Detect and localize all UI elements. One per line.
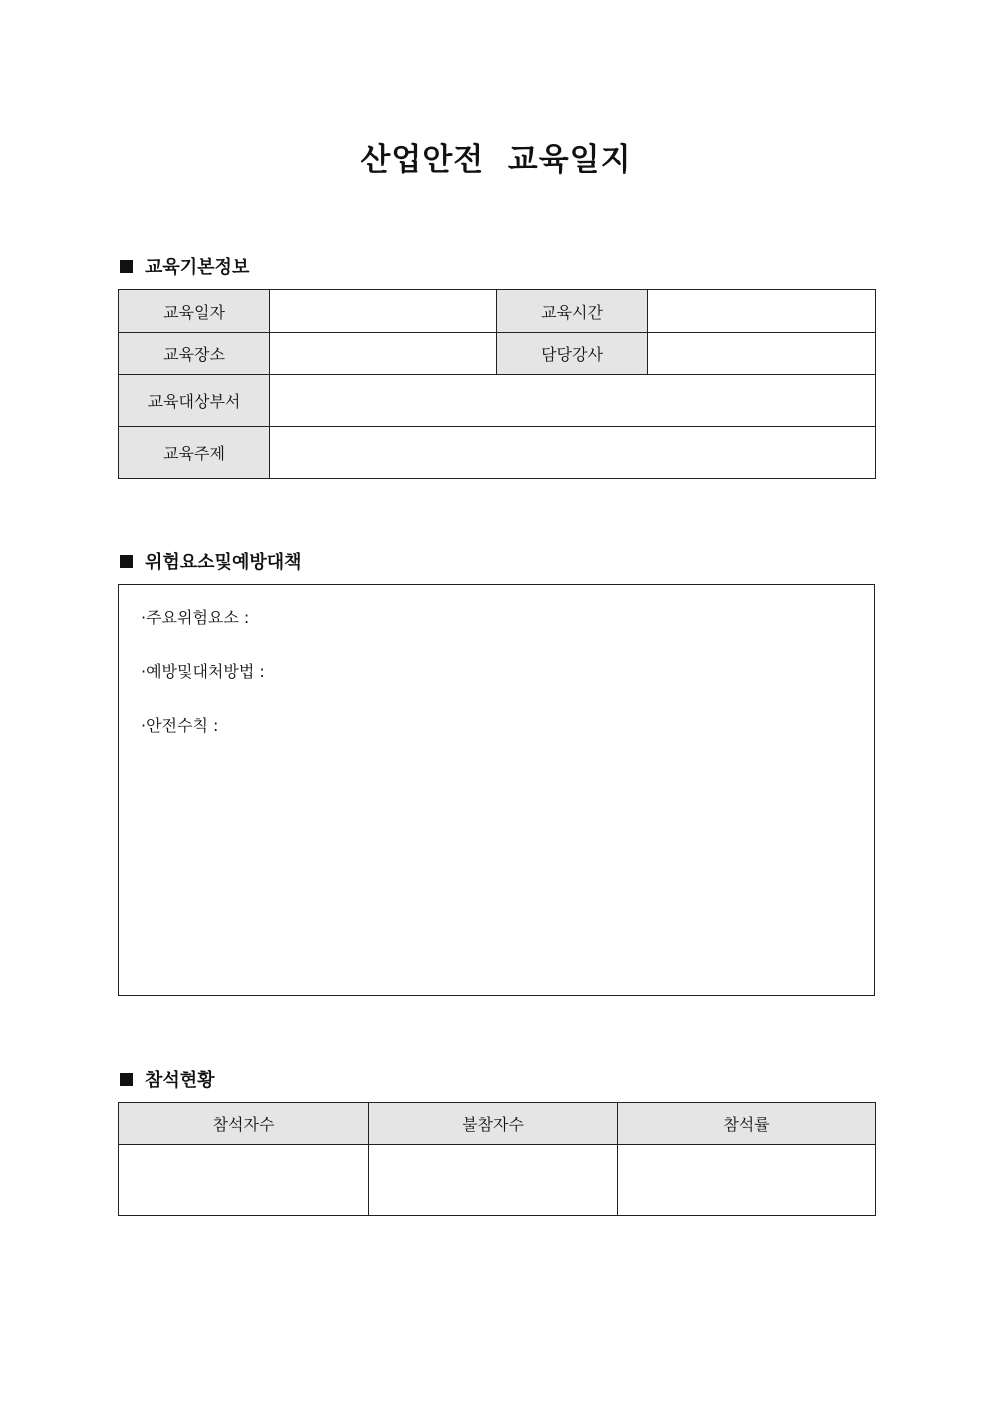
absentees-field[interactable] [369, 1145, 618, 1216]
prevention-line: ·예방및대처방법 : [141, 662, 265, 681]
attendance-rate-field[interactable] [618, 1145, 876, 1216]
document-title: 산업안전 교육일지 [360, 142, 632, 178]
table-row [119, 1103, 876, 1145]
risk-content-box[interactable] [118, 584, 875, 996]
attendees-field[interactable] [119, 1145, 369, 1216]
section-heading-risk [120, 548, 302, 574]
place-label: 교육장소 [119, 333, 270, 375]
table-row [119, 427, 876, 479]
topic-label: 교육주제 [119, 427, 270, 479]
main-risk-line: ·주요위험요소 : [141, 608, 250, 627]
absentees-header: 불참자수 [369, 1103, 618, 1145]
square-bullet-icon [120, 260, 133, 273]
table-row [119, 290, 876, 333]
attendance-rate-header: 참석률 [618, 1103, 876, 1145]
section-heading-attendance [120, 1066, 215, 1092]
time-field[interactable] [648, 290, 876, 333]
section-heading-label: 교육기본정보 [145, 257, 250, 278]
table-row [119, 1145, 876, 1216]
attendees-header: 참석자수 [119, 1103, 369, 1145]
square-bullet-icon [120, 1073, 133, 1086]
table-row [119, 375, 876, 427]
instructor-field[interactable] [648, 333, 876, 375]
section-heading-label: 위험요소및예방대책 [145, 552, 302, 573]
dept-label: 교육대상부서 [119, 375, 270, 427]
instructor-label: 담당강사 [497, 333, 648, 375]
section-heading-label: 참석현황 [145, 1070, 215, 1091]
section-heading-basic-info [120, 253, 249, 279]
dept-field[interactable] [270, 375, 876, 427]
basic-info-table [118, 289, 876, 479]
attendance-table [118, 1102, 876, 1216]
square-bullet-icon [120, 555, 133, 568]
time-label: 교육시간 [497, 290, 648, 333]
table-row [119, 333, 876, 375]
safety-rules-line: ·안전수칙 : [141, 716, 219, 735]
date-field[interactable] [270, 290, 497, 333]
place-field[interactable] [270, 333, 497, 375]
date-label: 교육일자 [119, 290, 270, 333]
topic-field[interactable] [270, 427, 876, 479]
